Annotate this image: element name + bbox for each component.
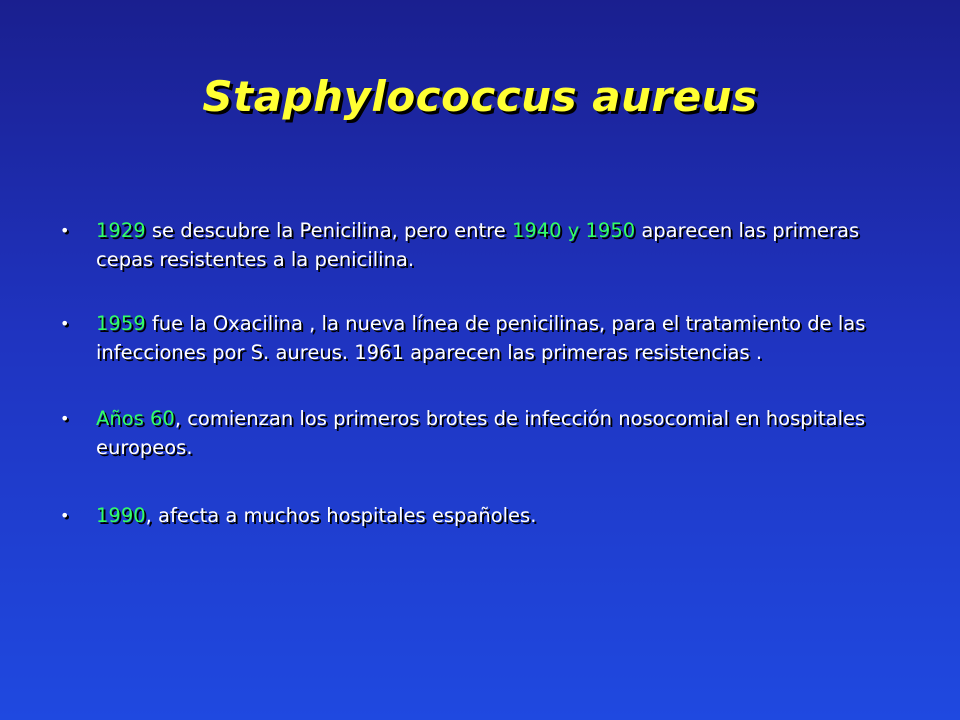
bullet-item-2 xyxy=(60,309,880,367)
bullet-dot-icon: • xyxy=(60,221,70,240)
bullet-dot-icon: • xyxy=(60,506,70,525)
bullet-text: aparecen las primeras cepas resistentes a la penicilina. xyxy=(96,219,860,271)
bullet-item-4 xyxy=(60,501,880,530)
bullet-text: fue la Oxacilina , la nueva línea de penicilinas, para el tratamiento de las infecciones por S. aureus. 1961 aparecen las primeras resistencias . xyxy=(96,312,866,364)
bullet-item-1 xyxy=(60,216,880,274)
bullet-list xyxy=(60,216,880,530)
bullet-text: , afecta a muchos hospitales españoles. xyxy=(145,504,537,527)
bullet-item-3 xyxy=(60,404,880,462)
bullet-dot-icon: • xyxy=(60,409,70,428)
slide-title: Staphylococcus aureus xyxy=(202,72,758,121)
highlight-decade: Años 60 xyxy=(96,407,175,430)
highlight-year: 1990 xyxy=(96,504,146,527)
highlight-year: 1929 xyxy=(96,219,146,242)
bullet-dot-icon: • xyxy=(60,314,70,333)
bullet-text: se descubre la Penicilina, pero entre xyxy=(145,219,512,242)
highlight-year: 1940 y 1950 xyxy=(511,219,636,242)
bullet-text: , comienzan los primeros brotes de infección nosocomial en hospitales europeos. xyxy=(96,407,866,459)
highlight-year: 1959 xyxy=(96,312,146,335)
